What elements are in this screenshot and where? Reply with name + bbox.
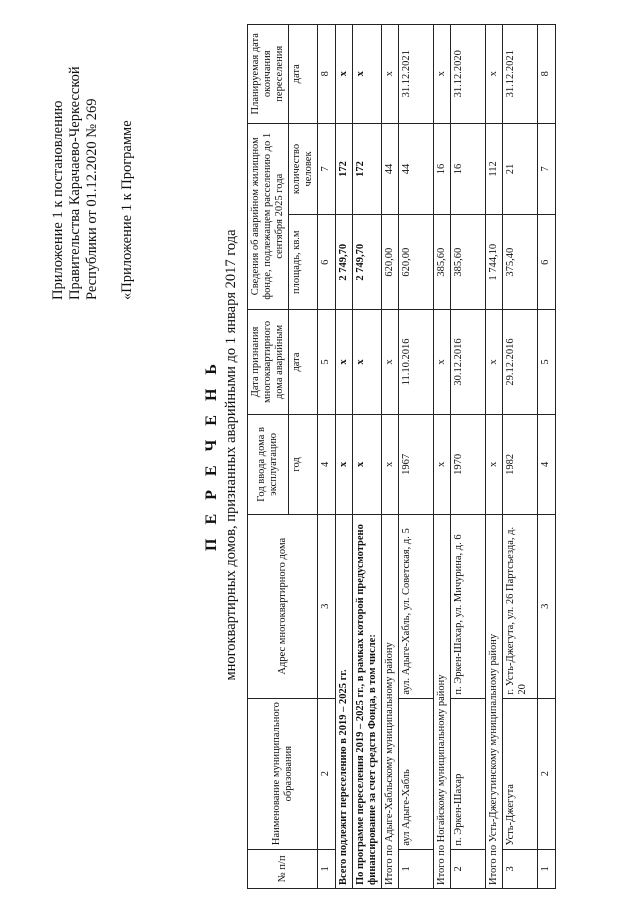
document-subtitle: многоквартирных домов, признанных аварийными до 1 января 2017 года bbox=[223, 229, 239, 681]
header-area: площадь, кв.м bbox=[289, 215, 318, 310]
column-number: 2 bbox=[318, 698, 336, 849]
district-1-end: x bbox=[382, 25, 399, 124]
document-page bbox=[10, 15, 630, 895]
total-program-date: x bbox=[353, 309, 382, 414]
district-total-row bbox=[434, 25, 451, 889]
district-1-year: x bbox=[382, 415, 399, 515]
column-number-row bbox=[318, 25, 336, 889]
district-1-area: 620,00 bbox=[382, 215, 399, 310]
row-3-num: 3 bbox=[503, 849, 538, 888]
row-2-date: 30.12.2016 bbox=[451, 309, 486, 414]
district-3-end: x bbox=[486, 25, 503, 124]
column-number: 3 bbox=[318, 514, 336, 698]
district-total-row bbox=[382, 25, 399, 889]
header-year: год bbox=[289, 415, 318, 515]
header-date: дата bbox=[289, 309, 318, 414]
district-2-label: Итого по Ногайскому муниципальному району bbox=[434, 514, 451, 888]
row-1-num: 1 bbox=[399, 849, 434, 888]
total-program-label: По программе переселения 2019 – 2025 гг., в рамках которой предусмотрено финансирование за счет средств Фонда, в том числе: bbox=[353, 514, 382, 888]
row-3-end: 31.12.2021 bbox=[503, 25, 538, 124]
table-header-row bbox=[248, 25, 289, 889]
row-3-year: 1982 bbox=[503, 415, 538, 515]
row-1-date: 11.10.2016 bbox=[399, 309, 434, 414]
total-all-end: x bbox=[336, 25, 353, 124]
district-2-area: 385,60 bbox=[434, 215, 451, 310]
row-1-area: 620,00 bbox=[399, 215, 434, 310]
row-3-people: 21 bbox=[503, 123, 538, 215]
row-2-area: 385,60 bbox=[451, 215, 486, 310]
row-3-area: 375,40 bbox=[503, 215, 538, 310]
row-2-municipality: п. Эркен-Шахар bbox=[451, 698, 486, 849]
row-1-municipality: аул Адыге-Хабль bbox=[399, 698, 434, 849]
header-address: Адрес многоквартирного дома bbox=[248, 514, 318, 698]
total-program-row bbox=[353, 25, 382, 889]
total-program-area: 2 749,70 bbox=[353, 215, 382, 310]
total-program-end: x bbox=[353, 25, 382, 124]
table-row bbox=[451, 25, 486, 889]
total-program-year: x bbox=[353, 415, 382, 515]
table-row bbox=[503, 25, 538, 889]
approval-line-4: «Приложение 1 к Программе bbox=[119, 120, 135, 300]
header-end-date: дата bbox=[289, 25, 318, 124]
column-number: 8 bbox=[318, 25, 336, 124]
column-number-row bbox=[538, 25, 556, 889]
document-title: П Е Р Е Ч Е Н Ь bbox=[203, 359, 220, 551]
header-housing-group: Сведения об аварийном жилищном фонде, подлежащем расселению до 1 сентября 2025 года bbox=[248, 123, 289, 309]
column-number: 3 bbox=[538, 514, 556, 698]
total-all-area: 2 749,70 bbox=[336, 215, 353, 310]
header-planned-group: Планируемая дата окончания переселения bbox=[248, 25, 289, 124]
total-all-year: x bbox=[336, 415, 353, 515]
column-number: 5 bbox=[538, 309, 556, 414]
district-3-year: x bbox=[486, 415, 503, 515]
approval-line-3: Республики от 01.12.2020 № 269 bbox=[84, 98, 100, 300]
column-number: 4 bbox=[538, 415, 556, 515]
total-all-row bbox=[336, 25, 353, 889]
total-program-people: 172 bbox=[353, 123, 382, 215]
column-number: 7 bbox=[318, 123, 336, 215]
row-1-address: аул. Адыге-Хабль, ул. Советская, д. 5 bbox=[399, 514, 434, 698]
total-all-date: x bbox=[336, 309, 353, 414]
column-number: 4 bbox=[318, 415, 336, 515]
total-all-label: Всего подлежит переселению в 2019 – 2025 гг. bbox=[336, 514, 353, 888]
total-all-people: 172 bbox=[336, 123, 353, 215]
column-number: 5 bbox=[318, 309, 336, 414]
approval-line-1: Приложение 1 к постановлению bbox=[50, 100, 66, 300]
row-1-year: 1967 bbox=[399, 415, 434, 515]
row-2-address: п. Эркен-Шахар, ул. Мичурина, д. 6 bbox=[451, 514, 486, 698]
row-3-address: г. Усть-Джегута, ул. 26 Партсъезда, д. 20 bbox=[503, 514, 538, 698]
table-row bbox=[399, 25, 434, 889]
column-number: 7 bbox=[538, 123, 556, 215]
row-2-year: 1970 bbox=[451, 415, 486, 515]
district-1-date: x bbox=[382, 309, 399, 414]
column-number: 2 bbox=[538, 698, 556, 849]
district-total-row bbox=[486, 25, 503, 889]
header-recognition-group: Дата признания многоквартирного дома аварийным bbox=[248, 309, 289, 414]
header-people: количество человек bbox=[289, 123, 318, 215]
district-2-end: x bbox=[434, 25, 451, 124]
housing-table bbox=[247, 24, 556, 889]
district-2-year: x bbox=[434, 415, 451, 515]
district-3-label: Итого по Усть-Джегутинскому муниципальному району bbox=[486, 514, 503, 888]
row-1-people: 44 bbox=[399, 123, 434, 215]
header-municipality: Наименование муниципального образования bbox=[248, 698, 318, 849]
row-3-municipality: Усть-Джегута bbox=[503, 698, 538, 849]
district-2-people: 16 bbox=[434, 123, 451, 215]
district-3-area: 1 744,10 bbox=[486, 215, 503, 310]
column-number: 6 bbox=[538, 215, 556, 310]
row-2-end: 31.12.2020 bbox=[451, 25, 486, 124]
district-3-date: x bbox=[486, 309, 503, 414]
header-num: № п/п bbox=[248, 849, 318, 888]
column-number: 1 bbox=[318, 849, 336, 888]
row-1-end: 31.12.2021 bbox=[399, 25, 434, 124]
column-number: 1 bbox=[538, 849, 556, 888]
header-year-group: Год ввода дома в эксплуатацию bbox=[248, 415, 289, 515]
approval-line-2: Правительства Карачаево-Черкесской bbox=[67, 66, 83, 300]
district-1-label: Итого по Адыге-Хабльскому муниципальному району bbox=[382, 514, 399, 888]
column-number: 6 bbox=[318, 215, 336, 310]
approval-block bbox=[50, 30, 136, 300]
row-3-date: 29.12.2016 bbox=[503, 309, 538, 414]
row-2-people: 16 bbox=[451, 123, 486, 215]
district-2-date: x bbox=[434, 309, 451, 414]
column-number: 8 bbox=[538, 25, 556, 124]
row-2-num: 2 bbox=[451, 849, 486, 888]
district-1-people: 44 bbox=[382, 123, 399, 215]
district-3-people: 112 bbox=[486, 123, 503, 215]
